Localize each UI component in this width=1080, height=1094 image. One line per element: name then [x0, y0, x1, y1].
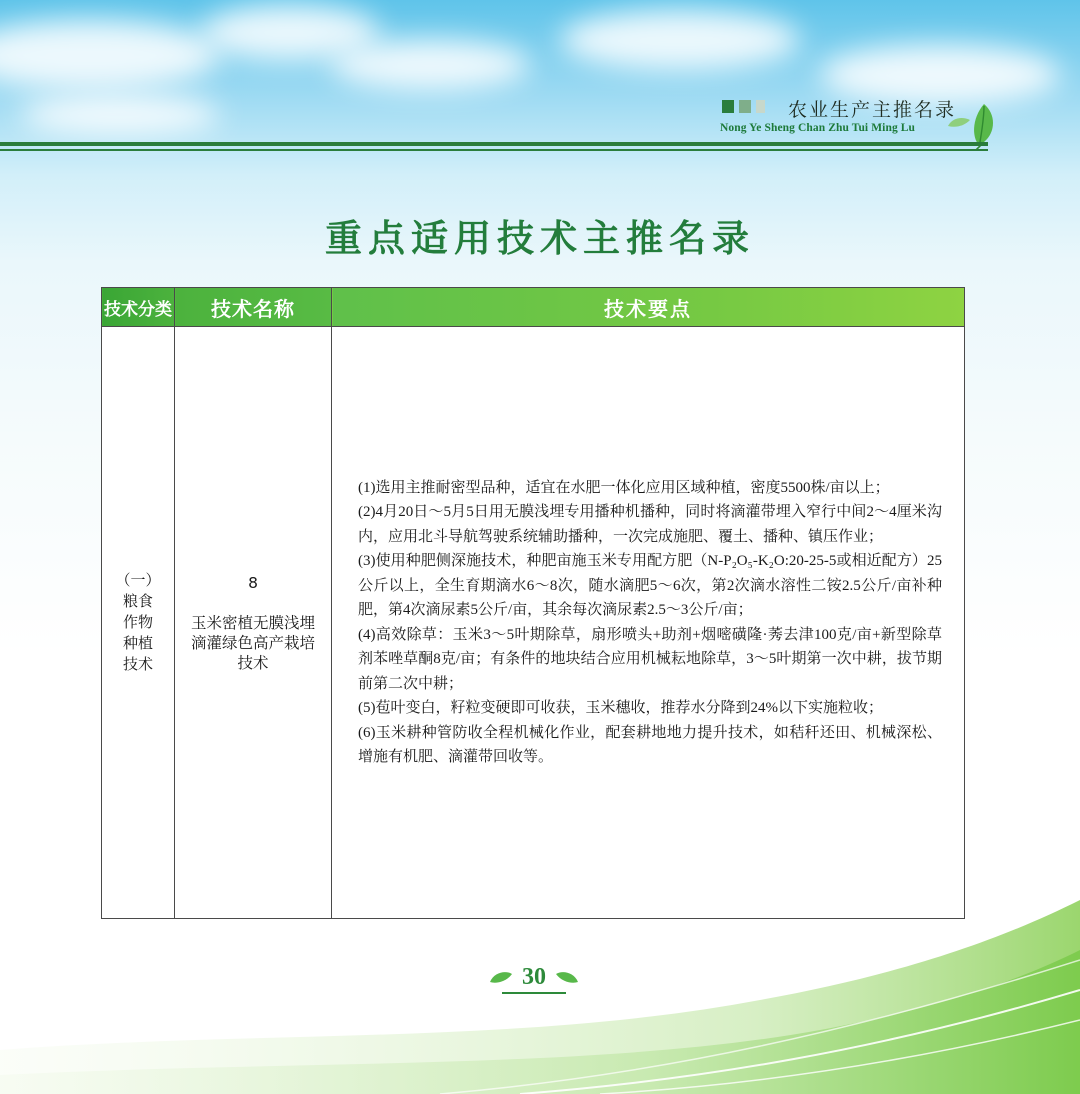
header-rule [0, 142, 988, 146]
header-title: 农业生产主推名录 [788, 99, 957, 121]
cloud-decoration [20, 95, 220, 135]
category-line: 种植 [122, 634, 153, 652]
category-cell [102, 327, 175, 919]
category-line: 作物 [122, 613, 153, 631]
point-item: (1)选用主推耐密型品种，适宜在水肥一体化应用区域种植，密度5500株/亩以上； [358, 479, 890, 496]
points-cell [332, 327, 965, 919]
point-item: (5)苞叶变白，籽粒变硬即可收获，玉米穗收，推荐水分降到24%以下实施粒收； [358, 700, 883, 716]
cloud-decoration [330, 40, 530, 90]
point-item: (4)高效除草：玉米3～5叶期除草，扇形喷头+助剂+烟嘧磺隆·莠去津100克/亩+新型除草剂苯唑草酮8克/亩；有条件的地块结合应用机械耘地除草，3～5叶期第一次中耕，拔节期前第二次中耕； [358, 626, 942, 692]
header-name: 技术名称 [175, 288, 332, 327]
page-number-underline [502, 992, 566, 994]
header-rule-thin [0, 149, 988, 151]
point-item: (3)使用种肥侧深施技术，种肥亩施玉米专用配方肥（N-P₂O₅-K₂O:20-25-5或相近配方）25公斤以上，全生育期滴水6～8次，随水滴肥5～6次，第2次滴水溶性二铵2.5公斤/亩补种肥，第4次滴尿素5公斤/亩，其余每次滴尿素2.5～3公斤/亩； [358, 553, 942, 618]
header-squares-decoration [722, 100, 778, 114]
cloud-decoration [0, 20, 220, 90]
category-line: 粮食 [122, 592, 153, 610]
header-points: 技术要点 [332, 288, 965, 327]
header-subtitle: Nong Ye Sheng Chan Zhu Tui Ming Lu [720, 122, 916, 134]
page-number-badge [488, 964, 580, 996]
header-category: 技术分类 [102, 288, 175, 327]
table-row [102, 327, 965, 919]
technology-number: 8 [248, 573, 258, 592]
technology-table [101, 287, 965, 919]
name-cell [175, 327, 332, 919]
category-line: 技术 [122, 655, 153, 673]
category-line: （一） [115, 571, 161, 589]
point-item: (2)4月20日～5月5日用无膜浅埋专用播种机播种，同时将滴灌带埋入窄行中间2～4厘米沟内，应用北斗导航驾驶系统辅助播种，一次完成施肥、覆土、播种、镇压作业； [358, 504, 942, 545]
technology-name: 玉米密植无膜浅埋滴灌绿色高产栽培技术 [190, 613, 315, 672]
point-item: (6)玉米耕种管防收全程机械化作业，配套耕地地力提升技术，如秸秆还田、机械深松、增施有机肥、滴灌带回收等。 [358, 724, 942, 765]
page-number: 30 [522, 964, 546, 990]
page-title: 重点适用技术主推名录 [325, 217, 755, 260]
cloud-decoration [560, 10, 800, 70]
